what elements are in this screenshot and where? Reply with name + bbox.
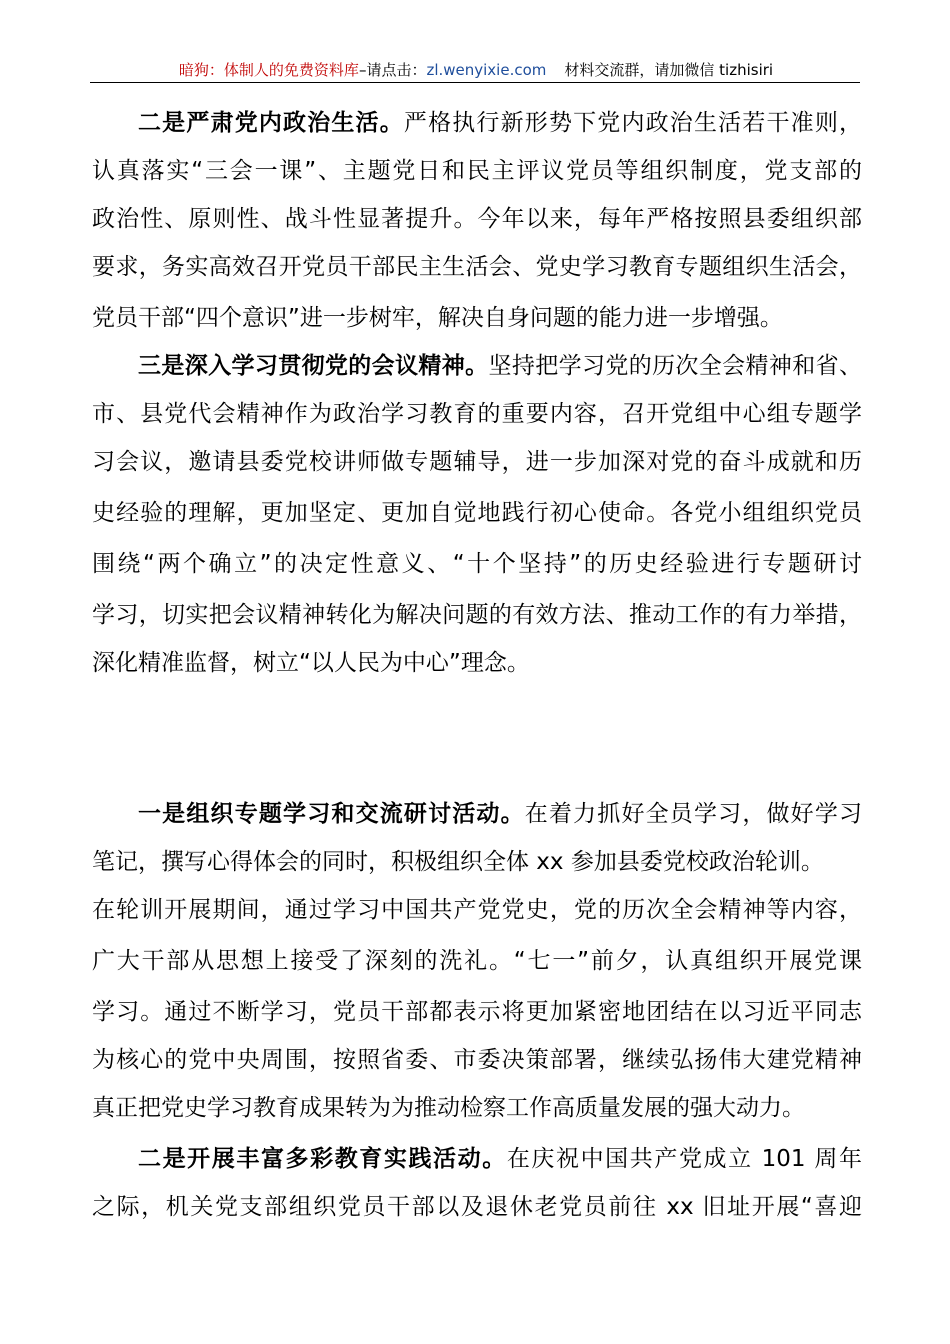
header-site-label: 暗狗：体制人的免费资料库 <box>178 61 359 79</box>
paragraph-3-line-2: 笔记，撰写心得体会的同时，积极组织全体 xx 参加县委党校政治轮训。 <box>92 849 824 875</box>
paragraph-3-line-7: 真正把党史学习教育成果转为为推动检察工作高质量发展的强大动力。 <box>92 1095 805 1121</box>
paragraph-3-line-1: 一是组织专题学习和交流研讨活动。在着力抓好全员学习，做好学习 <box>138 801 862 827</box>
paragraph-4-lead: 二是开展丰富多彩教育实践活动。 <box>138 1146 507 1172</box>
paragraph-2-line-4: 史经验的理解，更加坚定、更加自觉地践行初心使命。各党小组组织党员 <box>92 500 862 526</box>
paragraph-1-line-4: 要求，务实高效召开党员干部民主生活会、党史学习教育专题组织生活会， <box>92 254 862 280</box>
header-divider <box>90 82 860 83</box>
paragraph-3-line-6: 为核心的党中央周围，按照省委、市委决策部署，继续弘扬伟大建党精神 <box>92 1047 862 1073</box>
paragraph-4-line-2: 之际，机关党支部组织党员干部以及退休老党员前往 xx 旧址开展“喜迎 <box>92 1194 862 1220</box>
paragraph-3-line-3: 在轮训开展期间，通过学习中国共产党党史，党的历次全会精神等内容， <box>92 897 862 923</box>
paragraph-2-line-3: 习会议，邀请县委党校讲师做专题辅导，进一步加深对党的奋斗成就和历 <box>92 449 862 475</box>
paragraph-1-line-1: 二是严肃党内政治生活。严格执行新形势下党内政治生活若干准则， <box>138 110 862 136</box>
paragraph-3-lead: 一是组织专题学习和交流研讨活动。 <box>138 801 525 827</box>
paragraph-2-line-6: 学习，切实把会议精神转化为解决问题的有效方法、推动工作的有力举措， <box>92 602 862 628</box>
header-click-prompt: –请点击： <box>358 61 427 79</box>
paragraph-3-line-5: 学习。通过不断学习，党员干部都表示将更加紧密地团结在以习近平同志 <box>92 999 862 1025</box>
paragraph-3-line-4: 广大干部从思想上接受了深刻的洗礼。“七一”前夕，认真组织开展党课 <box>92 948 862 974</box>
paragraph-1-lead: 二是严肃党内政治生活。 <box>138 110 404 136</box>
page-header <box>92 58 860 82</box>
paragraph-2-lead: 三是深入学习贯彻党的会议精神。 <box>138 353 489 379</box>
paragraph-2-line-5: 围绕“两个确立”的决定性意义、“十个坚持”的历史经验进行专题研讨 <box>92 551 862 577</box>
header-url-link[interactable]: zl.wenyixie.com <box>426 61 547 79</box>
section-heading-line-1 <box>148 695 862 739</box>
paragraph-1-line-2: 认真落实“三会一课”、主题党日和民主评议党员等组织制度，党支部的 <box>92 158 862 184</box>
paragraph-2-line-1: 三是深入学习贯彻党的会议精神。坚持把学习党的历次全会精神和省、 <box>138 353 862 379</box>
section-heading-line-2 <box>92 743 862 787</box>
paragraph-2-line-7: 深化精准监督，树立“以人民为中心”理念。 <box>92 650 530 676</box>
paragraph-4-line-1: 二是开展丰富多彩教育实践活动。在庆祝中国共产党成立 101 周年 <box>138 1146 862 1172</box>
paragraph-2-line-2: 市、县党代会精神作为政治学习教育的重要内容，召开党组中心组专题学 <box>92 401 862 427</box>
paragraph-1-line-3: 政治性、原则性、战斗性显著提升。今年以来，每年严格按照县委组织部 <box>92 206 862 232</box>
header-wechat-note: 材料交流群，请加微信 tizhisiri <box>564 61 774 79</box>
paragraph-1-line-5: 党员干部“四个意识”进一步树牢，解决自身问题的能力进一步增强。 <box>92 305 783 331</box>
